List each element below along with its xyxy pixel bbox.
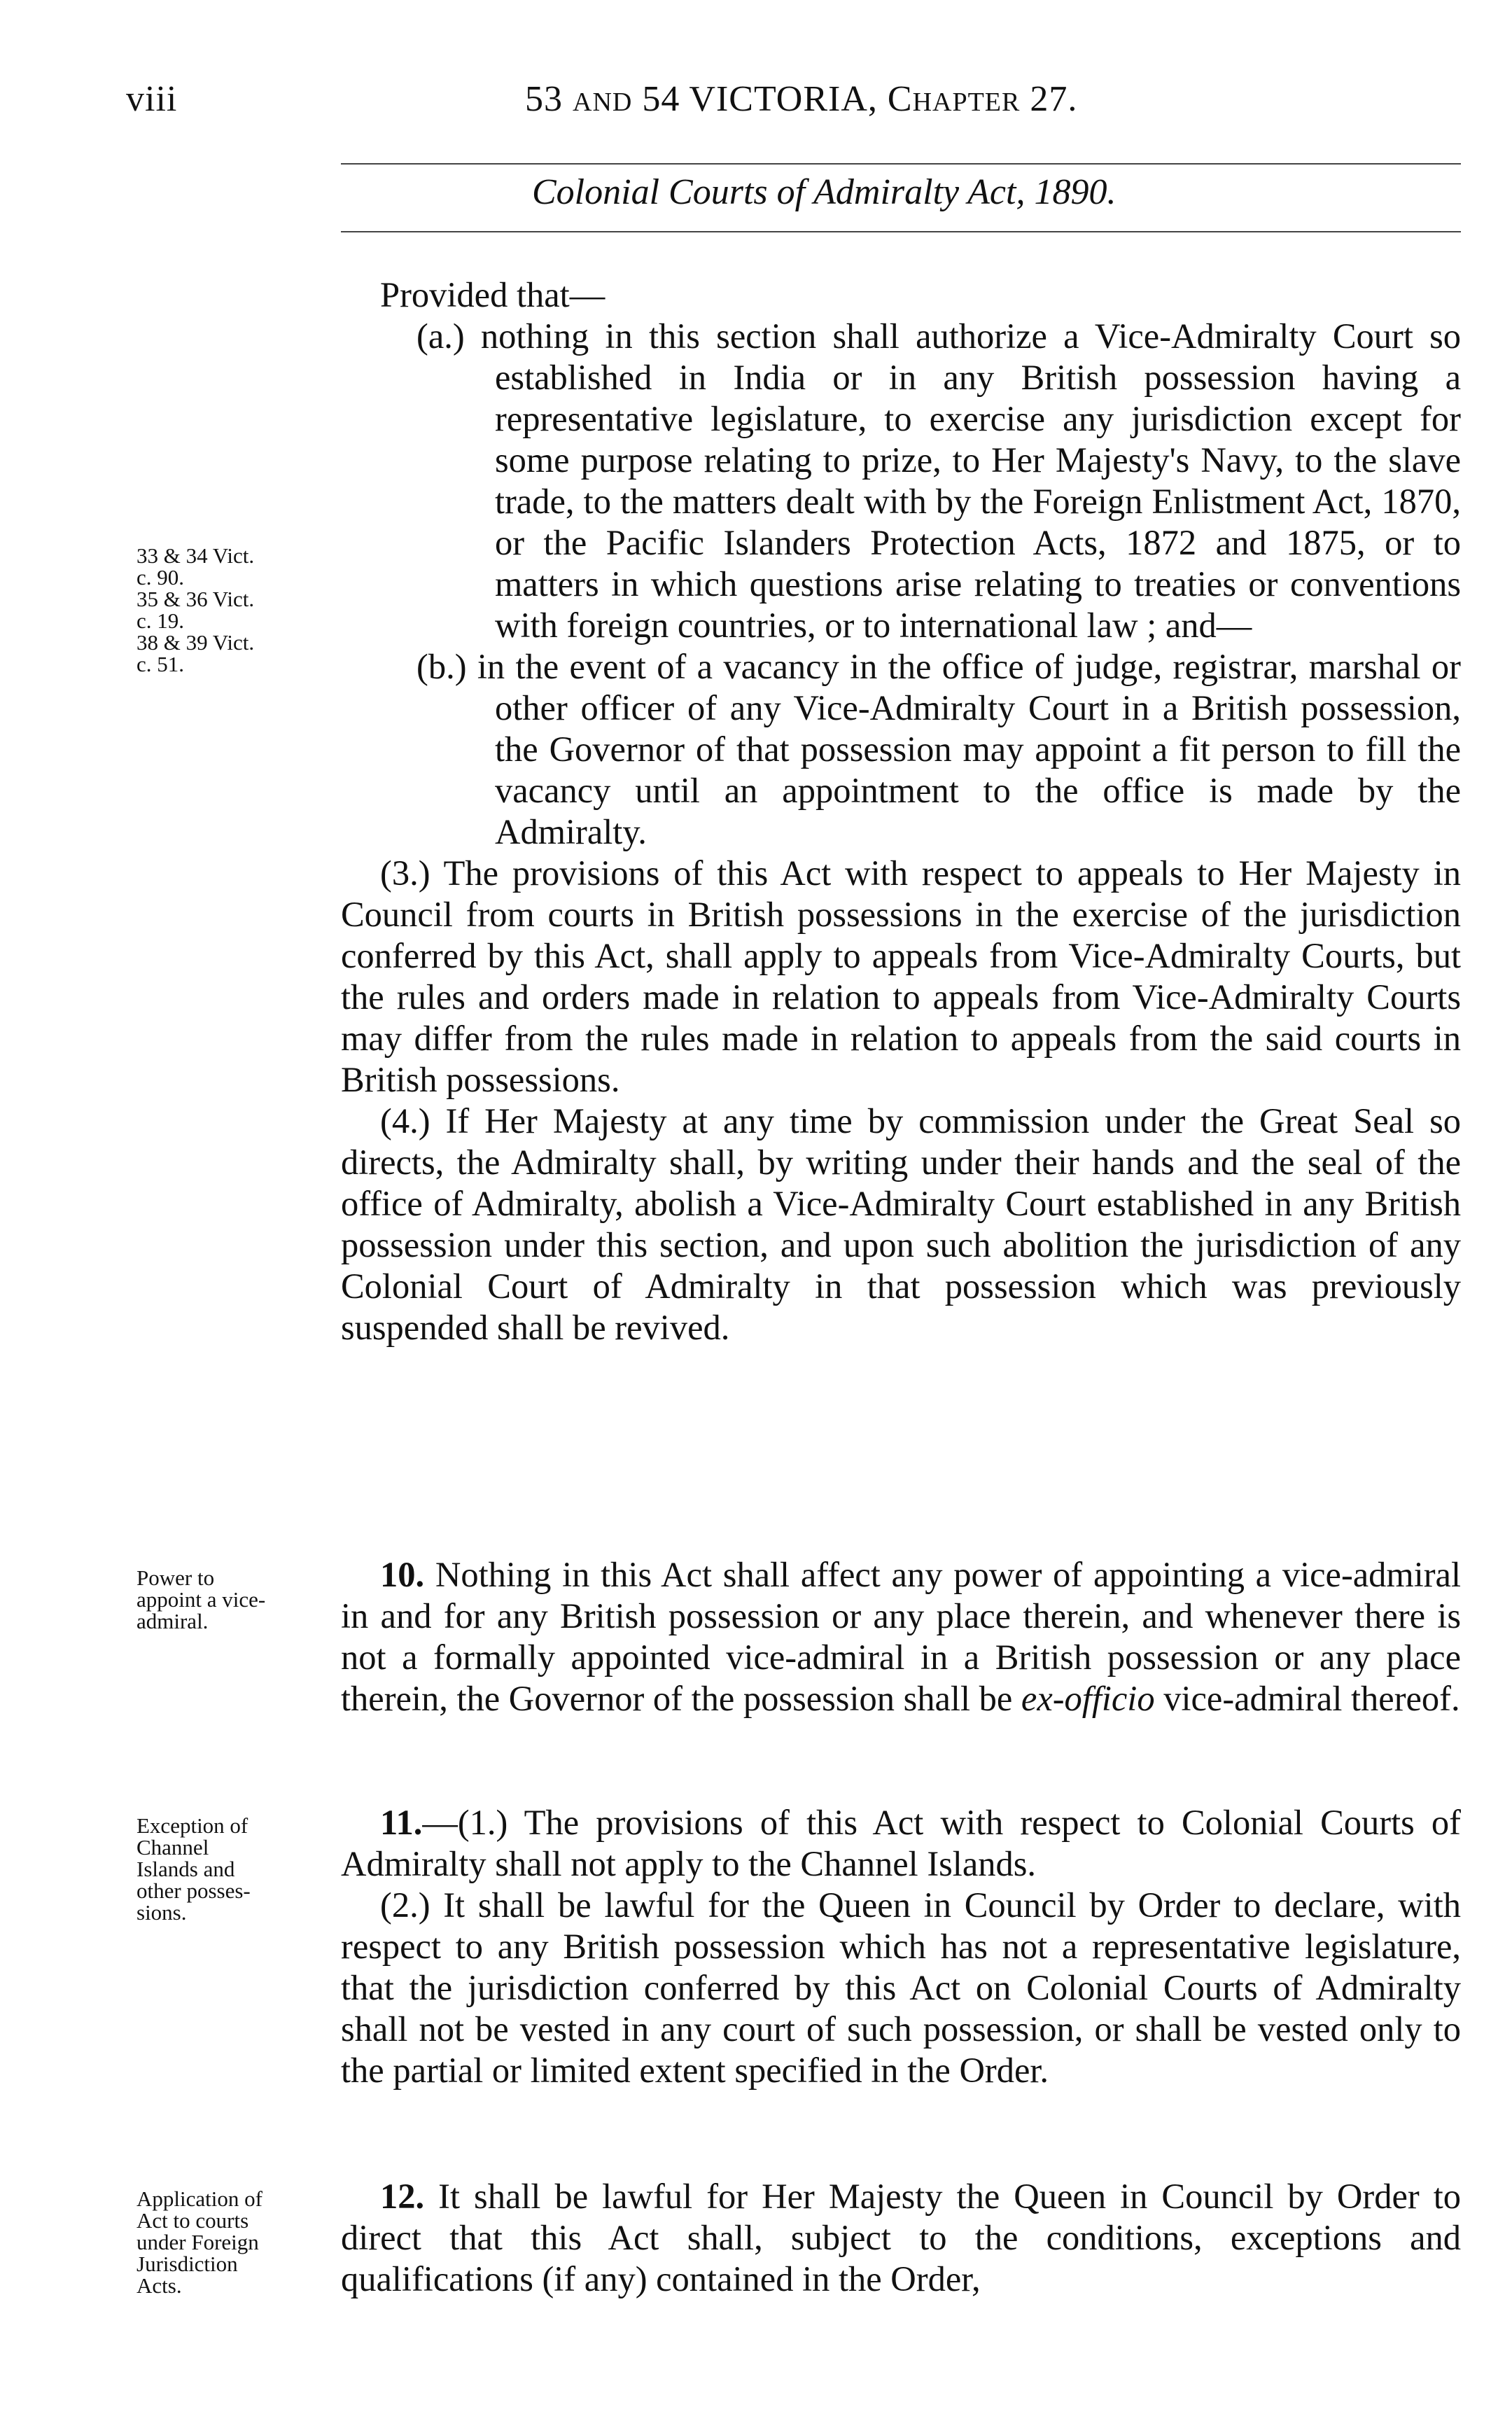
header-rule-bottom [341, 231, 1461, 232]
item-b-label: (b.) [416, 647, 467, 686]
margin-note-line: Acts. [136, 2273, 182, 2298]
margin-note-line: Exception of [136, 1813, 248, 1838]
running-head-and: AND [573, 88, 633, 117]
margin-note-citations [136, 545, 346, 675]
margin-note-section-10 [136, 1567, 346, 1632]
item-a-label: (a.) [416, 316, 465, 356]
proviso-item-a [416, 316, 1461, 646]
margin-note-line: Application of [136, 2186, 262, 2211]
running-head-chapter: HAPTER [912, 88, 1021, 117]
page-header [126, 78, 1470, 127]
section-9-continuation [341, 274, 1461, 1348]
margin-note-line: Channel [136, 1835, 209, 1860]
section-10-text [341, 1554, 1461, 1719]
section-12 [341, 2176, 1461, 2300]
page-number: viii [126, 79, 178, 119]
section-12-text [341, 2176, 1461, 2300]
citation-line: 35 & 36 Vict. [136, 587, 255, 611]
section-11 [341, 1802, 1461, 2091]
citation-line: c. 51. [136, 652, 185, 676]
section-11-subsection-1 [341, 1802, 1461, 1885]
margin-note-line: under Foreign [136, 2230, 259, 2254]
running-head-part-a: 53 [525, 79, 573, 119]
citation-line: c. 19. [136, 608, 185, 633]
subsection-3: (3.) The provisions of this Act with respect to appeals to Her Majesty in Council from courts in British possessions in the exercise of the jurisdiction conferred by this Act, shall apply to appeals from Vice-Admiralty Courts, but the rules and orders made in relation to appeals from Vice-Admiralty Courts may differ from the rules made in relation to appeals from the said courts in British possessions. [341, 853, 1461, 1099]
margin-note-line: other posses- [136, 1878, 251, 1903]
running-head-part-b: 54 VICTORIA, C [632, 79, 913, 119]
header-rule-top [341, 163, 1461, 165]
margin-note-line: admiral. [136, 1609, 209, 1633]
section-12-text-body: It shall be lawful for Her Majesty the Queen in Council by Order to direct that this Act shall, subject to the conditions, exceptions and qualifications (if any) contained in the Order, [341, 2177, 1461, 2298]
section-11-number: 11. [380, 1803, 423, 1842]
proviso-items [416, 316, 1461, 853]
section-10 [341, 1554, 1461, 1719]
margin-note-section-12 [136, 2188, 346, 2296]
margin-note-line: appoint a vice- [136, 1587, 266, 1612]
running-head-part-c: 27. [1020, 79, 1078, 119]
section-12-number: 12. [380, 2177, 425, 2216]
margin-note-line: Jurisdiction [136, 2252, 238, 2276]
citation-line: 33 & 34 Vict. [136, 543, 255, 568]
section-11-subsection-1-text: —(1.) The provisions of this Act with respect to Colonial Courts of Admiralty shall not apply to the Channel Islands. [341, 1803, 1461, 1883]
margin-note-line: Power to [136, 1565, 215, 1590]
section-10-text-a: Nothing in this Act shall affect any power of appointing a vice-admiral in and for any British possession or any place therein, and whenever there is not a formally appointed vice-admiral in a British possession or any place therein, the Governor of the possession shall be [341, 1555, 1461, 1718]
section-10-text-b: vice-admiral thereof. [1154, 1679, 1460, 1718]
citation-line: c. 90. [136, 565, 185, 589]
item-a-text: nothing in this section shall authorize a Vice-Admiralty Court so established in India or in any British possession having a representative legislature, to exercise any jurisdiction except for some purpose relating to prize, to Her Majesty's Navy, to the slave trade, to the matters dealt with by the Foreign Enlistment Act, 1870, or the Pacific Islanders Protection Acts, 1872 and 1875, or to matters in which questions arise relating to treaties or conventions with foreign countries, or to international law ; and— [464, 316, 1461, 645]
proviso-intro: Provided that— [380, 275, 606, 314]
running-head [525, 78, 1077, 120]
citation-line: 38 & 39 Vict. [136, 630, 255, 655]
section-11-subsection-2: (2.) It shall be lawful for the Queen in Council by Order to declare, with respect to any British possession which has not a representative legislature, that the jurisdiction conferred by this Act on Colonial Courts of Admiralty shall not be vested in any court of such possession, or shall be vested only to the partial or limited extent specified in the Order. [341, 1885, 1461, 2090]
short-title: Colonial Courts of Admiralty Act, 1890. [532, 172, 1116, 212]
margin-note-line: Islands and [136, 1857, 235, 1881]
margin-note-line: sions. [136, 1900, 187, 1925]
subsection-4: (4.) If Her Majesty at any time by commission under the Great Seal so directs, the Admiralty shall, by writing under their hands and the seal of the office of Admiralty, abolish a Vice-Admiralty Court established in any British possession under this section, and upon such abolition the jurisdiction of any Colonial Court of Admiralty in that possession which was previously suspended shall be revived. [341, 1101, 1461, 1347]
margin-note-section-11 [136, 1815, 346, 1923]
section-10-italic: ex-officio [1021, 1679, 1155, 1718]
margin-note-line: Act to courts [136, 2208, 249, 2233]
proviso-item-b [416, 646, 1461, 853]
section-10-number: 10. [380, 1555, 425, 1594]
item-b-text: in the event of a vacancy in the office of judge, registrar, marshal or other officer of any Vice-Admiralty Court in a British possession, the Governor of that possession may appoint a fit person to fill the vacancy until an appointment to the office is made by the Admiralty. [466, 647, 1461, 851]
